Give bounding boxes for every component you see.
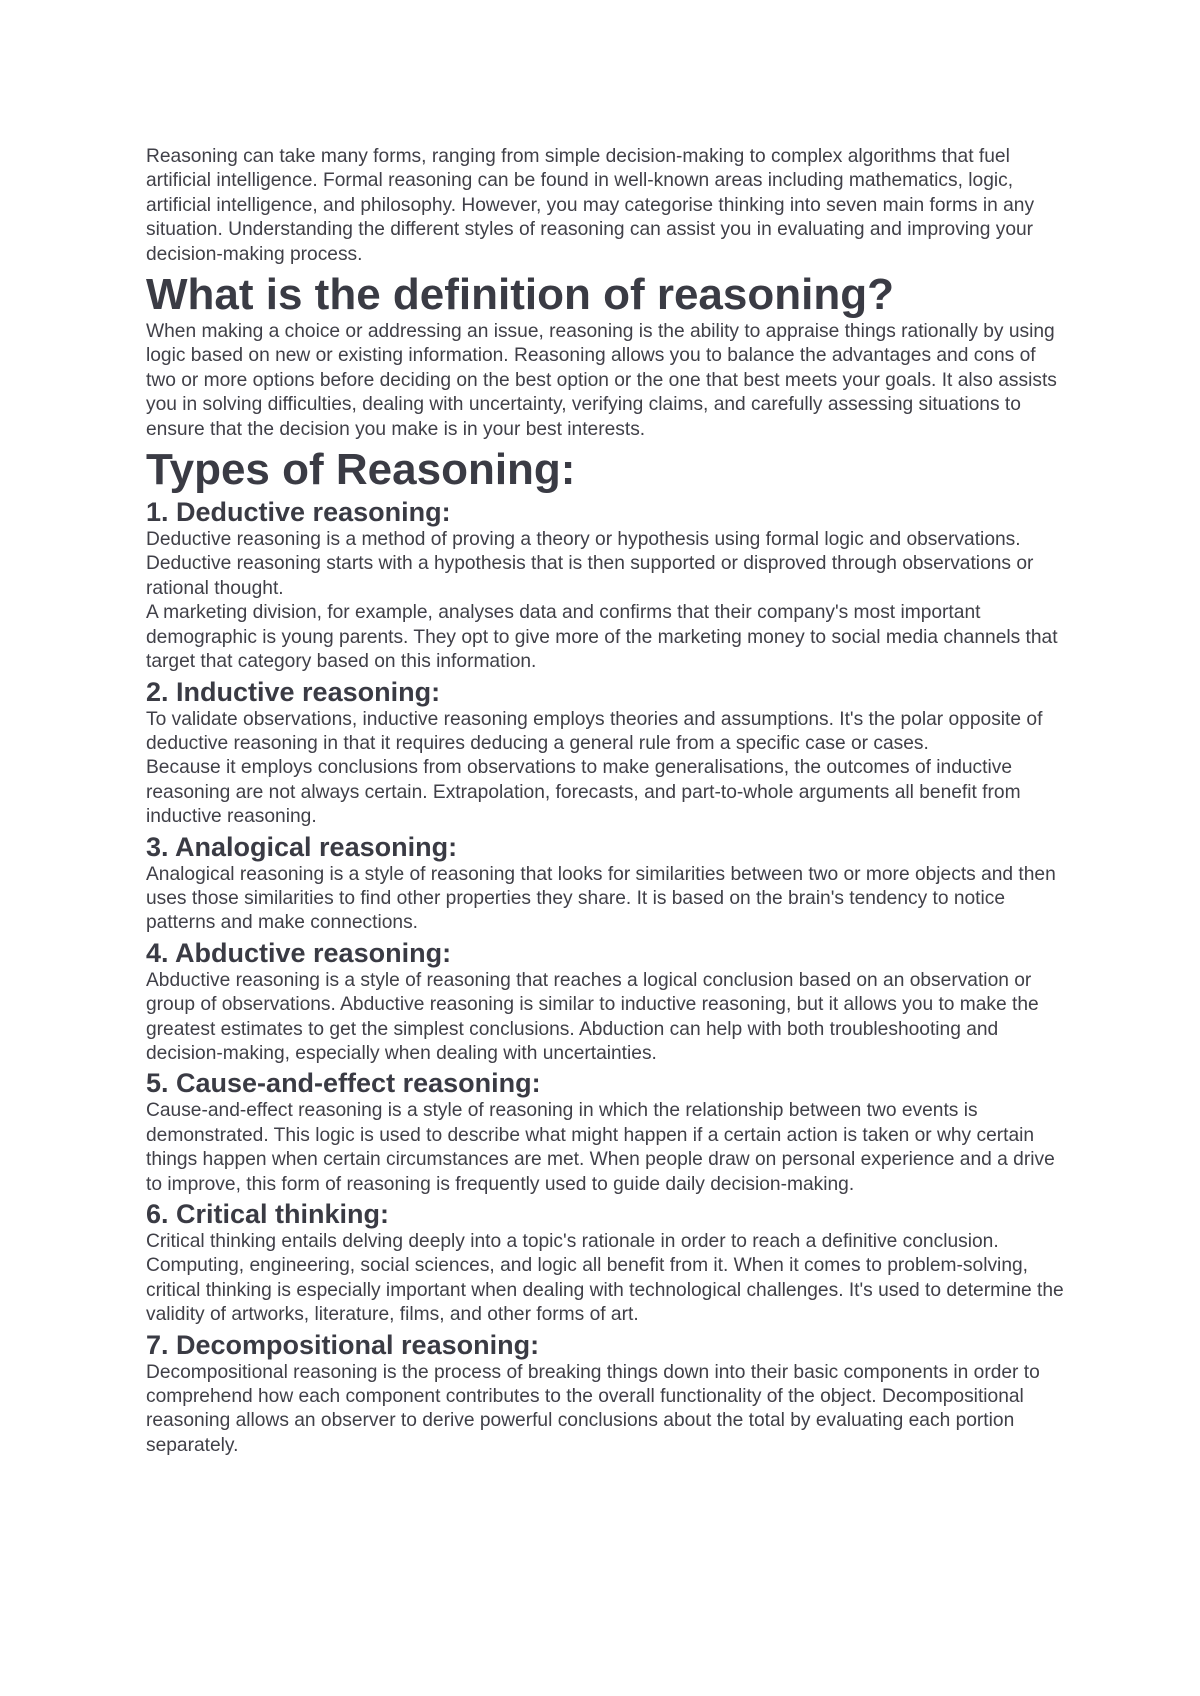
definition-heading: What is the definition of reasoning? [146,270,894,320]
definition-paragraph: When making a choice or addressing an issue, reasoning is the ability to appraise things rationally by using logic based on new or existing information. Reasoning allows you to balance the advantages and cons of two or more options before deciding on the best option or the one that best meets your goals. It also assists you in solving difficulties, dealing with uncertainty, verifying claims, and carefully assessing situations to ensure that the decision you make is in your best interests. [146,321,1057,440]
section-paragraph: Because it employs conclusions from observations to make generalisations, the outcomes of inductive reasoning are not always certain. Extrapolation, forecasts, and part-to-whole arguments all benefit from inductive reasoning. [146,757,1021,828]
section-heading: 6. Critical thinking: [146,1199,390,1229]
type-section-abductive [146,938,1066,1067]
section-heading: 1. Deductive reasoning: [146,497,451,528]
section-paragraph: A marketing division, for example, analyses data and confirms that their company's most important demographic is young parents. They opt to give more of the marketing money to social media channels that target that category based on this information. [146,602,1058,673]
document-page [146,145,1066,1458]
section-heading: 2. Inductive reasoning: [146,676,441,707]
section-heading: 4. Abductive reasoning: [146,937,452,968]
intro-paragraph: Reasoning can take many forms, ranging from simple decision-making to complex algorithms that fuel artificial intelligence. Formal reasoning can be found in well-known areas including mathematics, logic, artificial intelligence, and philosophy. However, you may categorise thinking into seven main forms in any situation. Understanding the different styles of reasoning can assist you in evaluating and improving your decision-making process. [146,146,1035,265]
section-paragraph: Abductive reasoning is a style of reasoning that reaches a logical conclusion based on an observation or group of observations. Abductive reasoning is similar to inductive reasoning, but it allows you to make the greatest estimates to get the simplest conclusions. Abduction can help with both troubleshooting and decision-making, especially when dealing with uncertainties. [146,969,1039,1064]
section-paragraph: Decompositional reasoning is the process of breaking things down into their basic components in order to comprehend how each component contributes to the overall functionality of the object. Decompositional reasoning allows an observer to derive powerful conclusions about the total by evaluating each portion separately. [146,1361,1040,1456]
section-paragraph: Deductive reasoning is a method of proving a theory or hypothesis using formal logic and observations. Deductive reasoning starts with a hypothesis that is then supported or disproved through observations or rational thought. [146,529,1034,599]
type-section-critical-thinking [146,1199,1066,1328]
section-heading: 7. Decompositional reasoning: [146,1329,540,1360]
section-heading: 3. Analogical reasoning: [146,831,458,862]
type-section-cause-and-effect [146,1068,1066,1197]
section-paragraph: To validate observations, inductive reasoning employs theories and assumptions. It's the polar opposite of deductive reasoning in that it requires deducing a general rule from a specific case or cases. [146,708,1043,754]
type-section-deductive [146,497,1066,674]
section-paragraph: Analogical reasoning is a style of reasoning that looks for similarities between two or more objects and then uses those similarities to find other properties they share. It is based on the brain's tendency to notice patterns and make connections. [146,863,1056,934]
section-paragraph: Critical thinking entails delving deeply into a topic's rationale in order to reach a definitive conclusion. Computing, engineering, social sciences, and logic all benefit from it. When it comes to problem-solving, critical thinking is especially important when dealing with technological challenges. It's used to determine the validity of artworks, literature, films, and other forms of art. [146,1231,1064,1326]
type-section-analogical [146,832,1066,936]
types-heading: Types of Reasoning: [146,445,576,495]
section-heading: 5. Cause-and-effect reasoning: [146,1068,541,1099]
type-section-inductive [146,677,1066,830]
section-paragraph: Cause-and-effect reasoning is a style of reasoning in which the relationship between two events is demonstrated. This logic is used to describe what might happen if a certain action is taken or why certain things happen when certain circumstances are met. When people draw on personal experience and a drive to improve, this form of reasoning is frequently used to guide daily decision-making. [146,1100,1055,1195]
type-section-decompositional [146,1330,1066,1459]
